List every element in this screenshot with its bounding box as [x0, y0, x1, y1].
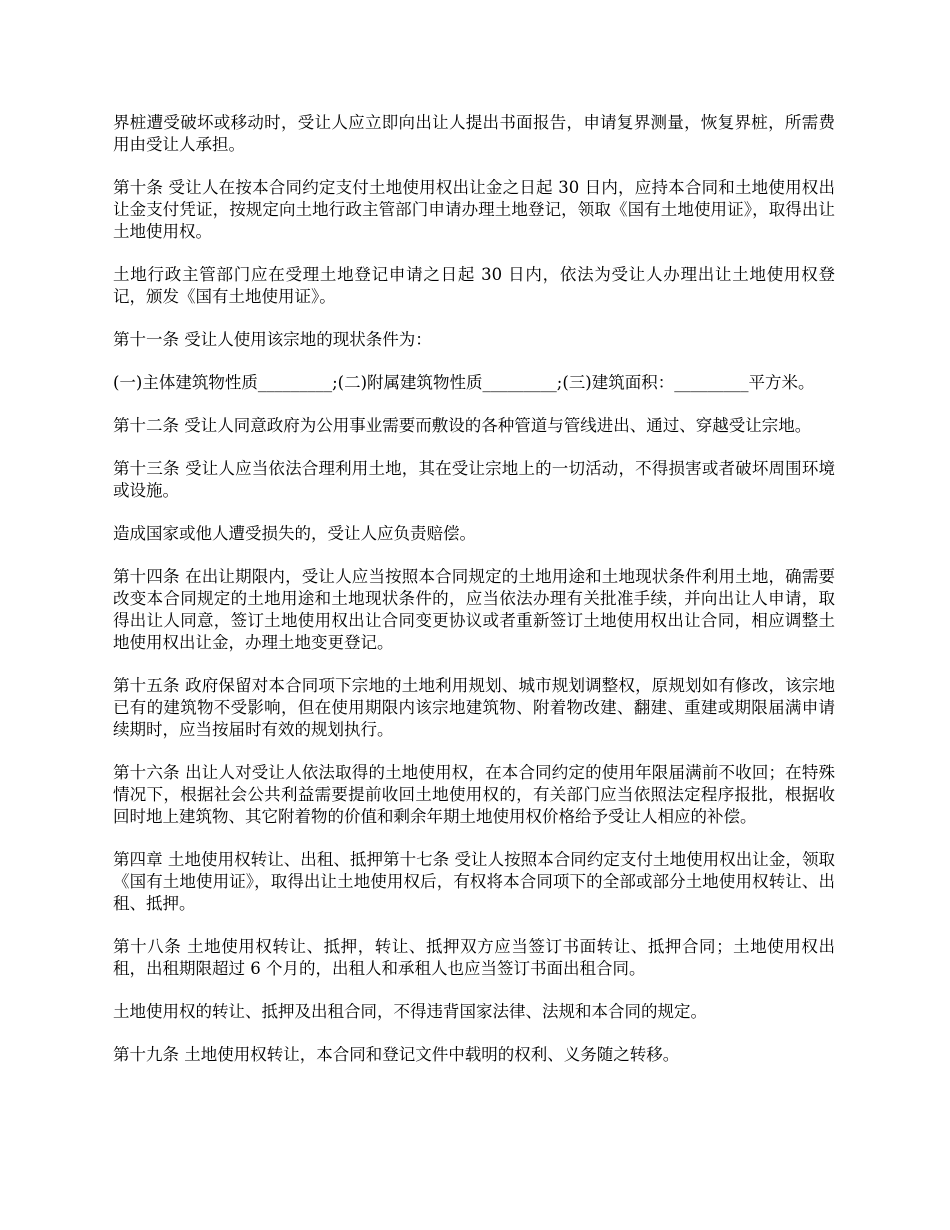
paragraph-chapter-4-article-17: 第四章 土地使用权转让、出租、抵押第十七条 受让人按照本合同约定支付土地使用权出让金，领取《国有土地使用证》，取得出让土地使用权后，有权将本合同项下的全部或部分土地使用权转让、出租、抵押。: [113, 850, 835, 913]
paragraph-article-15: 第十五条 政府保留对本合同项下宗地的土地利用规划、城市规划调整权，原规划如有修改，该宗地已有的建筑物不受影响，但在使用期限内该宗地建筑物、附着物改建、翻建、重建或期限届满申请续期时，应当按届时有效的规划执行。: [113, 676, 835, 739]
paragraph-article-12: 第十二条 受让人同意政府为公用事业需要而敷设的各种管道与管线进出、通过、穿越受让宗地。: [113, 416, 812, 435]
paragraph-article-11: 第十一条 受让人使用该宗地的现状条件为：: [113, 330, 432, 349]
paragraph-land-registration: 土地行政主管部门应在受理土地登记申请之日起 30 日内，依法为受让人办理出让土地使用权登记，颁发《国有土地使用证》。: [113, 265, 835, 306]
paragraph-article-16: 第十六条 出让人对受让人依法取得的土地使用权，在本合同约定的使用年限届满前不收回；在特殊情况下，根据社会公共利益需要提前收回土地使用权的，有关部门应当依照法定程序报批，根据收回时地上建筑物、其它附着物的价值和剩余年期土地使用权价格给予受让人相应的补偿。: [113, 763, 835, 826]
paragraph-compensation: 造成国家或他人遭受损失的，受让人应负责赔偿。: [113, 524, 476, 543]
paragraph-building-conditions: (一)主体建筑物性质_________;(二)附属建筑物性质_________;(三)建筑面积：_________平方米。: [113, 373, 815, 392]
paragraph-contract-compliance: 土地使用权的转让、抵押及出租合同，不得违背国家法律、法规和本合同的规定。: [113, 1002, 707, 1021]
paragraph-article-18: 第十八条 土地使用权转让、抵押，转让、抵押双方应当签订书面转让、抵押合同；土地使用权出租，出租期限超过 6 个月的，出租人和承租人也应当签订书面出租合同。: [113, 937, 835, 978]
paragraph-article-10: 第十条 受让人在按本合同约定支付土地使用权出让金之日起 30 日内，应持本合同和土地使用权出让金支付凭证，按规定向土地行政主管部门申请办理土地登记，领取《国有土地使用证》，取得出让土地使用权。: [113, 178, 835, 241]
paragraph-article-19: 第十九条 土地使用权转让，本合同和登记文件中载明的权利、义务随之转移。: [113, 1045, 680, 1064]
paragraph-boundary-marker-damage: 界桩遭受破坏或移动时，受让人应立即向出让人提出书面报告，申请复界测量，恢复界桩，所需费用由受让人承担。: [113, 113, 835, 154]
paragraph-article-14: 第十四条 在出让期限内，受让人应当按照本合同规定的土地用途和土地现状条件利用土地，确需要改变本合同规定的土地用途和土地现状条件的，应当依法办理有关批准手续，并向出让人申请，取得出让人同意，签订土地使用权出让合同变更协议或者重新签订土地使用权出让合同，相应调整土地使用权出让金，办理土地变更登记。: [113, 567, 835, 652]
document-page: [113, 112, 835, 1087]
paragraph-article-13: 第十三条 受让人应当依法合理利用土地，其在受让宗地上的一切活动，不得损害或者破坏周围环境或设施。: [113, 459, 835, 500]
